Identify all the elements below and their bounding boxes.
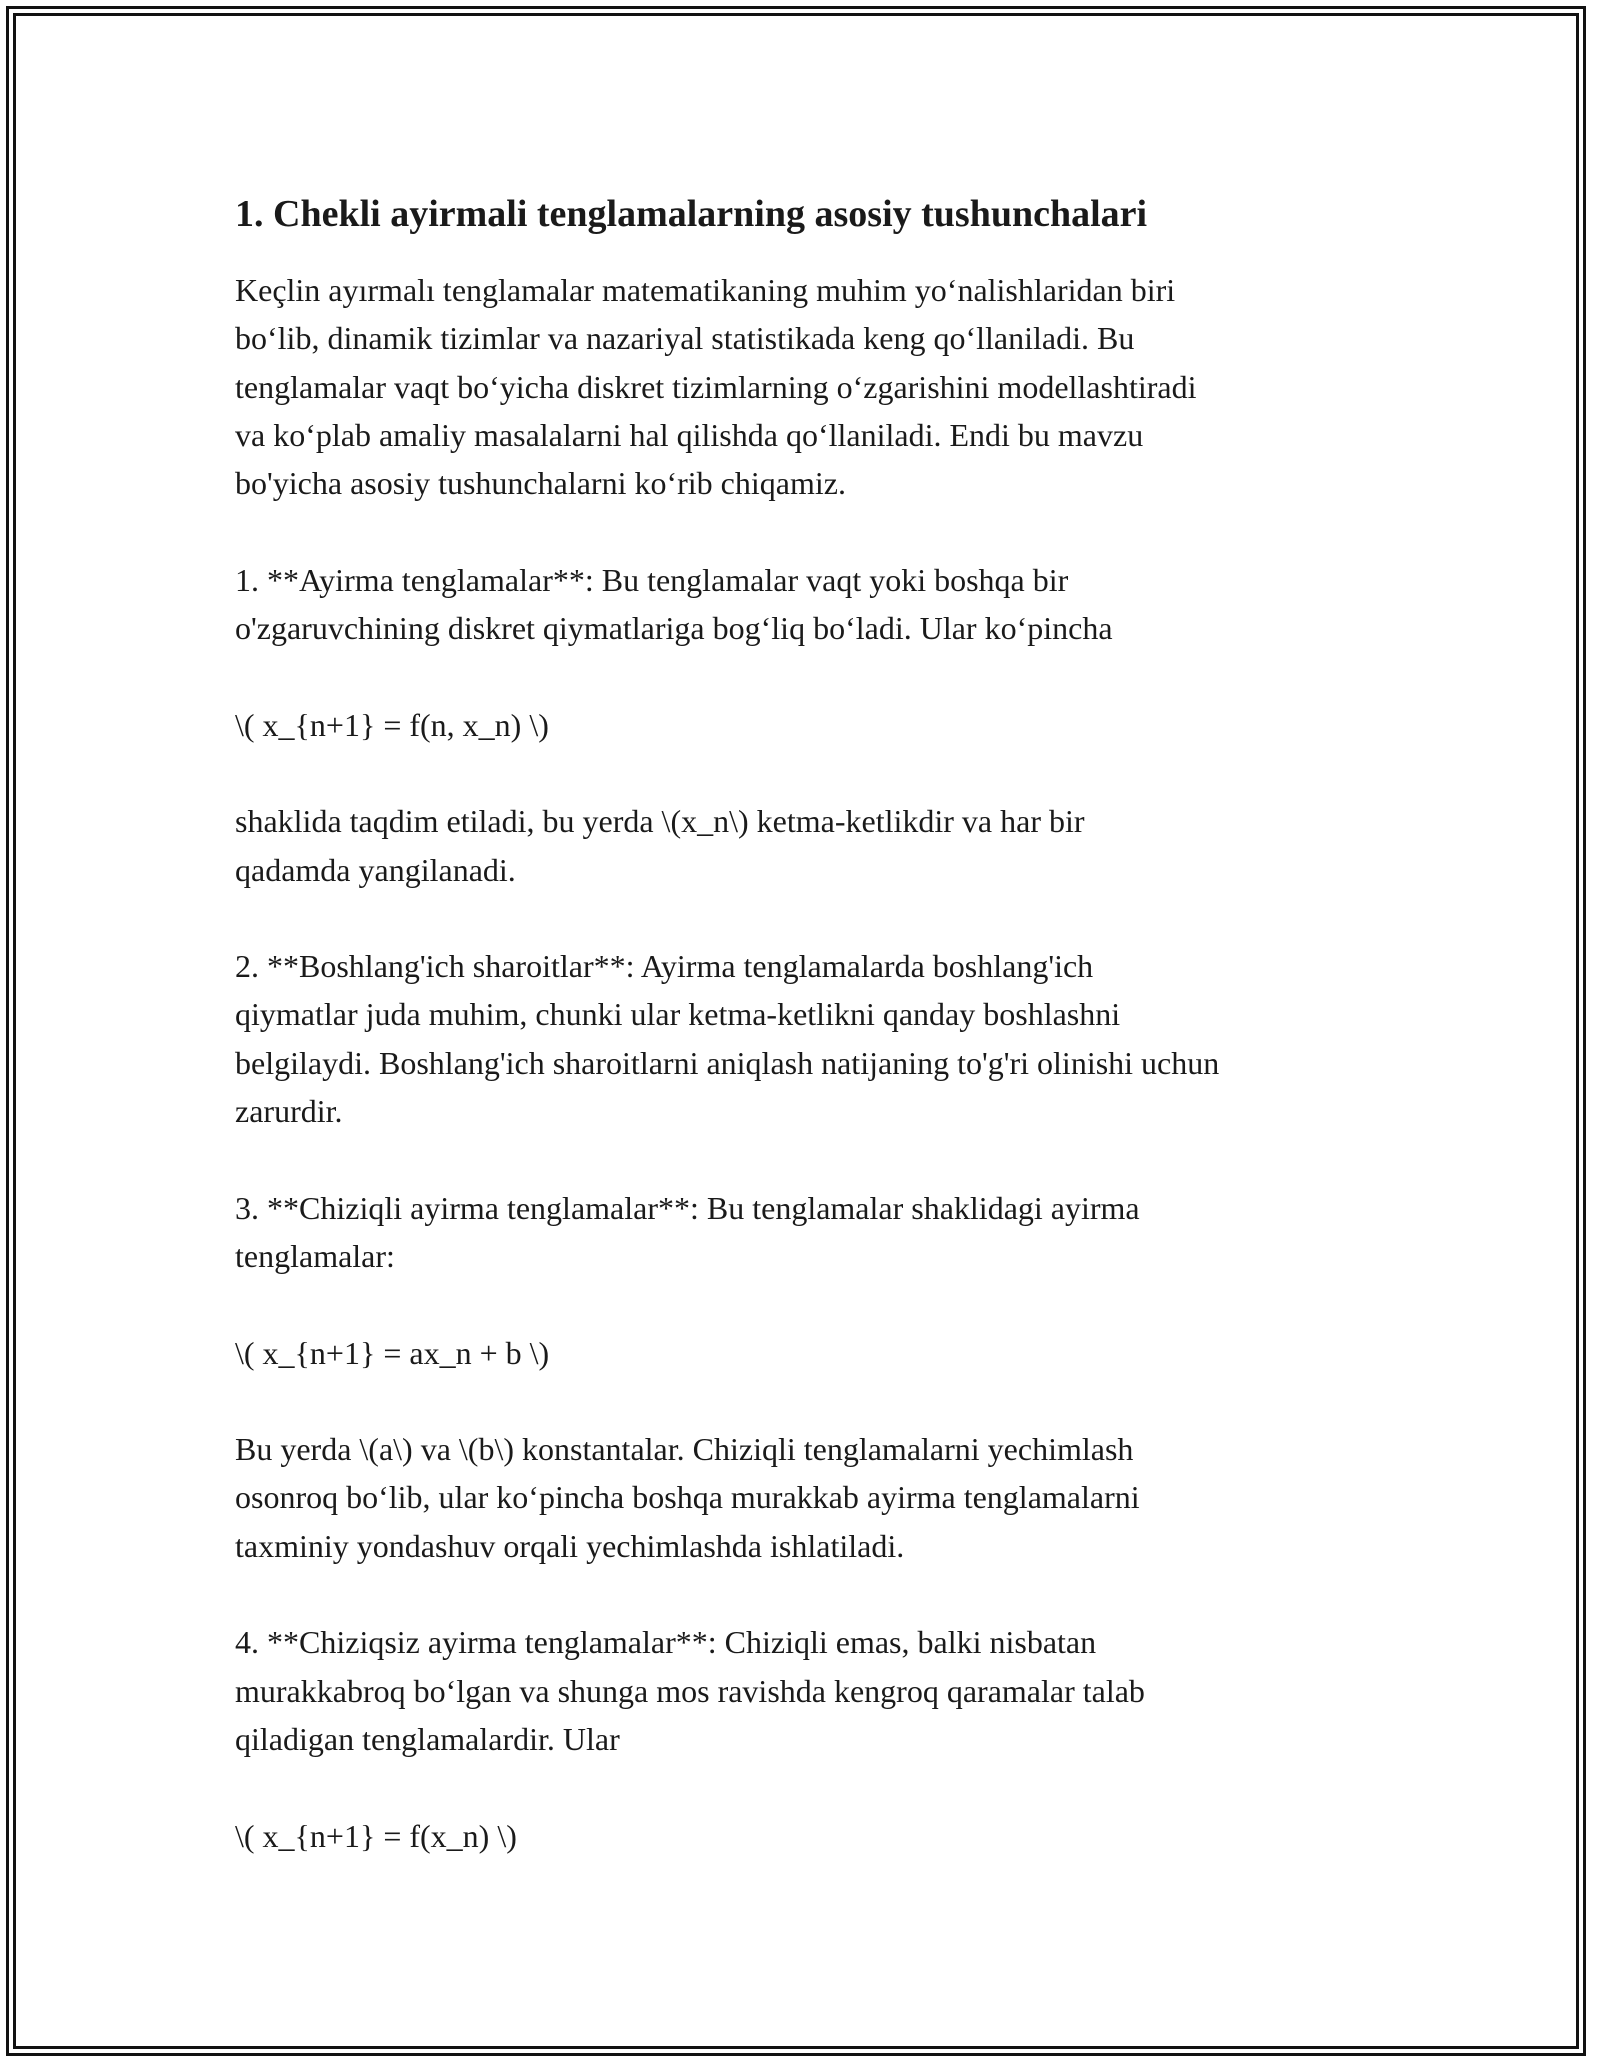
intro-paragraph: Keçlin ayırmalı tenglamalar matematikaning muhim yo‘nalishlaridan biri bo‘lib, dinamik tizimlar va nazariyal statistikada keng qo‘llaniladi. Bu tenglamalar vaqt bo‘yicha diskret tizimlarning o‘zgarishini modellashtiradi va ko‘plab amaliy masalalarni hal qilishda qo‘llaniladi. Endi bu mavzu bo'yicha asosiy tushunchalarni ko‘rib chiqamiz. [235,272,1197,502]
item-1-paragraph: 1. **Ayirma tenglamalar**: Bu tenglamalar vaqt yoki boshqa bir o'zgaruvchining diskret qiymatlariga bog‘liq bo‘ladi. Ular ko‘pincha [235,561,1113,647]
item-4-paragraph: 4. **Chiziqsiz ayirma tenglamalar**: Chiziqli emas, balki nisbatan murakkabroq bo‘lgan va shunga mos ravishda kengroq qaramalar talab qiladigan tenglamalardir. Ular [235,1624,1145,1757]
document-title: 1. Chekli ayirmali tenglamalarning asosiy tushunchalari [235,193,1148,235]
document-page [235,188,1385,1860]
formula-1: \( x_{n+1} = f(n, x_n) \) [235,706,549,743]
item-3-continuation: Bu yerda \(a\) va \(b\) konstantalar. Chiziqli tenglamalarni yechimlash osonroq bo‘lib, ular ko‘pincha boshqa murakkab ayirma tenglamalarni taxminiy yondashuv orqali yechimlashda ishlatiladi. [235,1431,1140,1564]
item-3-paragraph: 3. **Chiziqli ayirma tenglamalar**: Bu tenglamalar shaklidagi ayirma tenglamalar: [235,1189,1140,1274]
item-1-continuation: shaklida taqdim etiladi, bu yerda \(x_n\) ketma-ketlikdir va har bir qadamda yangilanadi. [235,803,1085,888]
formula-2: \( x_{n+1} = ax_n + b \) [235,1334,550,1371]
item-2-paragraph: 2. **Boshlang'ich sharoitlar**: Ayirma tenglamalarda boshlang'ich qiymatlar juda muhim, chunki ular ketma-ketlikni qanday boshlashni belgilaydi. Boshlang'ich sharoitlarni aniqlash natijaning to'g'ri olinishi uchun zarurdir. [235,948,1220,1130]
formula-3: \( x_{n+1} = f(x_n) \) [235,1817,517,1854]
